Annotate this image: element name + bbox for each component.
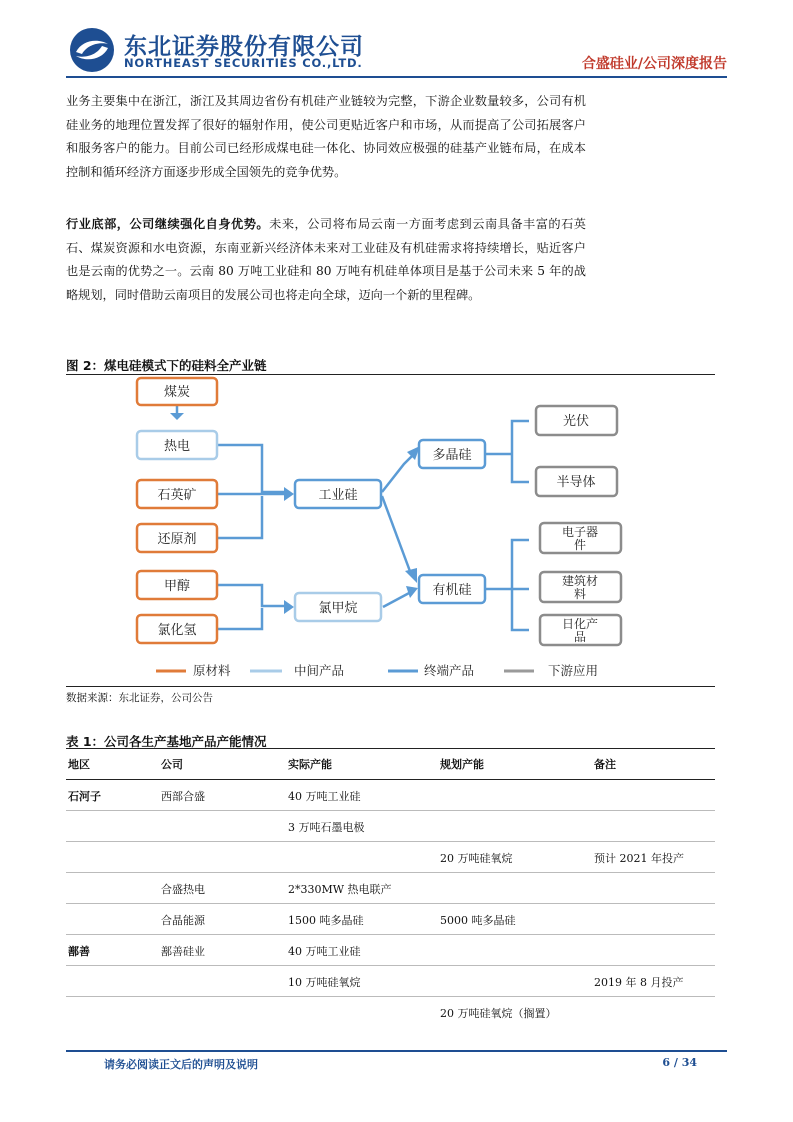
node-electronics-label-1: 电子器 — [561, 525, 599, 539]
paragraph-1-text: 业务主要集中在浙江，浙江及其周边省份有机硅产业链较为完整，下游企业数量较多，公司有机硅业务的地理位置发挥了很好的辐射作用，使公司更贴近客户和市场，从而提高了公司拓展客户和服务客户的能力。目前公司已经形成煤电硅一体化、协同效应极强的硅基产业链布局，在成本控制和循环经济方面逐步形成全国领先的竞争优势。 — [66, 94, 586, 179]
connector-thermal-industrial — [218, 445, 286, 492]
paragraph-1 — [66, 90, 586, 184]
table-cell: 2*330MW 热电联产 — [288, 883, 392, 896]
connector-methanol-chloromethane — [218, 585, 286, 606]
table-cell: 40 万吨工业硅 — [288, 790, 361, 803]
table-cell: 合盛热电 — [161, 883, 205, 896]
figure-source: 数据来源：东北证券，公司公告 — [66, 692, 213, 704]
table-cell: 2019 年 8 月投产 — [594, 976, 684, 989]
node-polysilicon-label: 多晶硅 — [432, 448, 472, 463]
figure-bottom-rule — [66, 686, 715, 687]
table-row — [66, 904, 715, 935]
footer-disclaimer: 请务必阅读正文后的声明及说明 — [104, 1058, 258, 1071]
node-hcl-label: 氯化氢 — [157, 623, 197, 638]
node-reductant-label: 还原剂 — [157, 532, 197, 547]
table-row — [66, 842, 715, 873]
legend-intermediate-label: 中间产品 — [294, 663, 345, 678]
table-cell: 5000 吨多晶硅 — [440, 914, 516, 927]
node-daily-chem-label-1: 日化产 — [561, 617, 599, 631]
connector-organosilicon-downstream — [485, 540, 529, 630]
node-chloromethane-label: 氯甲烷 — [318, 601, 358, 616]
brand-name-en: NORTHEAST SECURITIES CO.,LTD. — [124, 56, 363, 70]
node-building-label-1: 建筑材 — [561, 574, 599, 588]
table-header-cell: 公司 — [161, 758, 183, 771]
capacity-table — [66, 748, 715, 1027]
table-cell: 40 万吨工业硅 — [288, 945, 361, 958]
table-row — [66, 873, 715, 904]
node-thermal-power-label: 热电 — [163, 439, 191, 454]
connector-industrial-polysilicon — [382, 456, 412, 492]
footer-divider — [66, 1050, 727, 1052]
table-cell: 3 万吨石墨电极 — [288, 821, 365, 834]
connector-reductant-industrial — [218, 496, 262, 538]
connector-polysilicon-downstream — [485, 421, 529, 482]
brand-name-cn: 东北证券股份有限公司 — [124, 34, 364, 60]
legend-downstream-label: 下游应用 — [548, 663, 599, 678]
table-title: 表 1：公司各生产基地产品产能情况 — [66, 734, 267, 749]
table-cell: 10 万吨硅氧烷 — [288, 976, 361, 989]
node-methanol-label: 甲醇 — [163, 579, 191, 594]
page-number: 6 / 34 — [662, 1056, 697, 1069]
legend-terminal-label: 终端产品 — [424, 663, 475, 678]
table-row — [66, 811, 715, 842]
node-electronics-label-2: 件 — [573, 538, 587, 552]
legend-raw-label: 原材料 — [193, 663, 231, 678]
paragraph-2-lead: 行业底部，公司继续强化自身优势。 — [66, 217, 270, 231]
table-cell: 20 万吨硅氧烷（搁置） — [440, 1007, 557, 1020]
arrow-head-organosilicon-a — [405, 568, 417, 583]
arrow-head-thermal — [170, 413, 184, 420]
table-row — [66, 997, 715, 1027]
table-cell: 西部合盛 — [161, 790, 205, 803]
table-cell: 鄯善 — [68, 945, 90, 958]
industry-chain-diagram — [66, 374, 715, 686]
connector-hcl-chloromethane — [218, 608, 262, 629]
table-header-cell: 地区 — [68, 758, 90, 771]
table-cell: 1500 吨多晶硅 — [288, 914, 364, 927]
header-divider — [66, 76, 727, 78]
node-semiconductor-label: 半导体 — [556, 475, 596, 490]
table-cell: 鄯善硅业 — [161, 945, 205, 958]
node-daily-chem-label-2: 品 — [573, 630, 587, 644]
figure-title: 图 2：煤电硅模式下的硅料全产业链 — [66, 358, 267, 373]
table-header-cell: 实际产能 — [288, 758, 332, 771]
table-row — [66, 966, 715, 997]
node-quartz-label: 石英矿 — [157, 488, 197, 503]
table-cell: 预计 2021 年投产 — [594, 852, 684, 865]
table-cell: 合晶能源 — [161, 914, 205, 927]
paragraph-2 — [66, 213, 586, 307]
arrow-head-industrial — [284, 487, 294, 501]
node-pv-label: 光伏 — [562, 414, 590, 429]
node-building-label-2: 料 — [573, 587, 587, 601]
report-title: 合盛硅业/公司深度报告 — [581, 56, 727, 72]
paragraph-2-text: 未来，公司将布局云南一方面考虑到云南具备丰富的石英石、煤炭资源和水电资源，东南亚新兴经济体未来对工业硅及有机硅需求将持续增长，贴近客户也是云南的优势之一。云南 80 万吨工业硅和 80 万吨有机硅单体项目是基于公司未来 5 年的战略规划，同时借助云南项目的发展公司也将走向全球，迈向一个新的里程碑。 — [66, 217, 586, 302]
node-organosilicon-label: 有机硅 — [432, 583, 472, 598]
table-row — [66, 935, 715, 966]
arrow-head-chloromethane — [284, 600, 294, 614]
connector-industrial-organosilicon — [382, 496, 411, 574]
table-header-row — [66, 748, 715, 780]
connector-chloromethane-organosilicon — [383, 592, 411, 607]
node-coal-label: 煤炭 — [163, 385, 191, 400]
table-header-cell: 备注 — [594, 758, 616, 771]
table-cell: 20 万吨硅氧烷 — [440, 852, 513, 865]
table-row — [66, 780, 715, 811]
node-industrial-si-label: 工业硅 — [318, 488, 358, 503]
company-logo-icon — [68, 26, 116, 74]
arrow-head-organosilicon-b — [406, 586, 418, 598]
table-header-cell: 规划产能 — [440, 758, 484, 771]
table-cell: 石河子 — [68, 790, 101, 803]
